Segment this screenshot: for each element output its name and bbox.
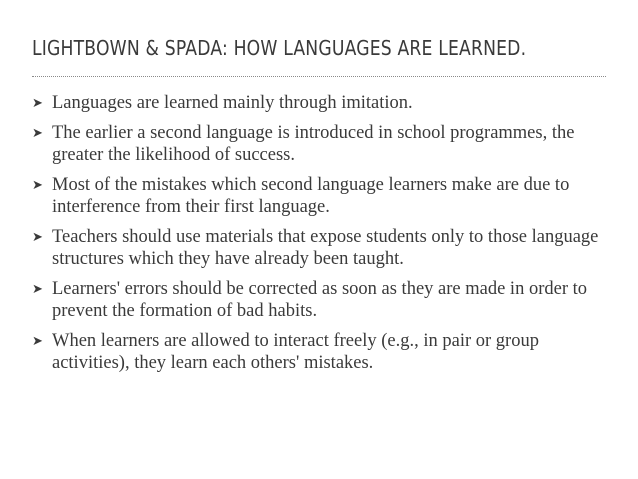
- bullet-item: [32, 330, 612, 374]
- bullet-item: [32, 122, 612, 166]
- arrowhead-bullet-icon: ➤: [32, 229, 43, 244]
- arrowhead-bullet-icon: ➤: [32, 125, 43, 140]
- arrowhead-bullet-icon: ➤: [32, 333, 43, 348]
- bullet-list: [32, 92, 612, 382]
- bullet-text: Learners' errors should be corrected as soon as they are made in order to prevent the formation of bad habits.: [52, 279, 587, 321]
- arrowhead-bullet-icon: ➤: [32, 177, 43, 192]
- bullet-text: Most of the mistakes which second language learners make are due to interference from their first language.: [52, 175, 570, 217]
- arrowhead-bullet-icon: ➤: [32, 95, 43, 110]
- title-divider: [32, 76, 606, 77]
- bullet-item: [32, 92, 612, 114]
- bullet-item: [32, 278, 612, 322]
- bullet-text: The earlier a second language is introduced in school programmes, the greater the likelihood of success.: [52, 123, 575, 165]
- bullet-text: Languages are learned mainly through imitation.: [52, 93, 413, 113]
- arrowhead-bullet-icon: ➤: [32, 281, 43, 296]
- bullet-text: Teachers should use materials that expose students only to those language structures which they have already been taught.: [52, 227, 599, 269]
- bullet-item: [32, 226, 612, 270]
- slide-title: LIGHTBOWN & SPADA: HOW LANGUAGES ARE LEARNED.: [32, 36, 527, 60]
- bullet-item: [32, 174, 612, 218]
- bullet-text: When learners are allowed to interact freely (e.g., in pair or group activities), they learn each others' mistakes.: [52, 331, 539, 373]
